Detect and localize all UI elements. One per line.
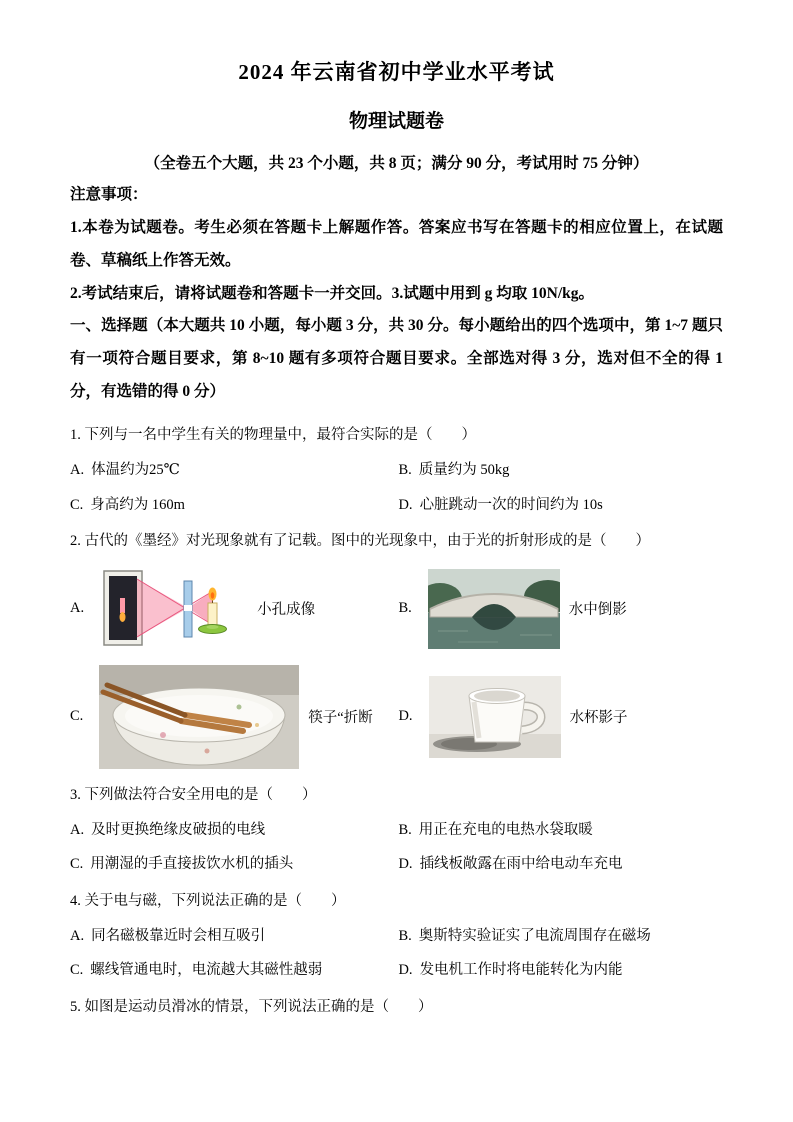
figure-caption: 筷子“折断 (308, 710, 373, 727)
question-1-option-d (398, 495, 723, 515)
notice-heading: 注意事项： (70, 186, 148, 203)
option-label: D. (398, 856, 413, 873)
option-text: 质量约为 50kg (418, 462, 510, 479)
option-text: 用正在充电的电热水袋取暖 (418, 822, 593, 839)
option-label: A. (70, 462, 85, 479)
option-text: 心脏跳动一次的时间约为 10s (419, 496, 603, 513)
exam-title: 2024 年云南省初中学业水平考试 (238, 60, 555, 84)
chopstick-bowl-photo (99, 665, 299, 769)
question-2-stem: 2. 古代的《墨经》对光现象就有了记载。图中的光现象中，由于光的折射形成的是（ ） (70, 533, 650, 550)
question-2-option-a (70, 565, 398, 653)
option-label: A. (70, 600, 85, 617)
question-3-option-a (70, 820, 398, 840)
notice-item-2: 2.考试结束后，请将试题卷和答题卡一并交回。3.试题中用到 g 均取 10N/kg。 (70, 284, 594, 302)
option-text: 同名磁极靠近时会相互吸引 (91, 928, 266, 945)
figure-caption: 小孔成像 (257, 602, 316, 619)
option-text: 螺线管通电时，电流越大其磁性越弱 (90, 962, 323, 979)
question-3 (70, 784, 723, 875)
option-label: D. (398, 496, 413, 513)
option-label: B. (398, 600, 412, 617)
question-3-option-d (398, 854, 723, 874)
exam-meta-line: （全卷五个大题，共 23 个小题，共 8 页；满分 90 分，考试用时 75 分钟） (144, 155, 649, 172)
question-1-option-b (398, 460, 723, 480)
cup-shadow-photo (429, 676, 561, 758)
question-4-options (70, 912, 723, 981)
option-text: 插线板敞露在雨中给电动车充电 (419, 856, 623, 873)
question-1-options (70, 446, 723, 515)
question-1-stem: 1. 下列与一名中学生有关的物理量中，最符合实际的是（ ） (70, 427, 476, 444)
question-4-option-c (70, 960, 398, 980)
figure-caption: 水杯影子 (569, 710, 628, 727)
option-text: 奥斯特实验证实了电流周围存在磁场 (418, 928, 651, 945)
option-text: 体温约为25℃ (91, 462, 180, 479)
question-1-option-a (70, 460, 398, 480)
question-3-stem: 3. 下列做法符合安全用电的是（ ） (70, 786, 317, 803)
exam-subtitle: 物理试题卷 (348, 111, 444, 132)
question-2-option-d (398, 665, 723, 769)
question-3-option-b (398, 820, 723, 840)
option-text: 及时更换绝缘皮破损的电线 (91, 822, 266, 839)
question-5-stem: 5. 如图是运动员滑冰的情景，下列说法正确的是（ ） (70, 998, 433, 1015)
question-1 (70, 424, 723, 515)
section-1-heading: 一、选择题（本大题共 10 小题，每小题 3 分，共 30 分。每小题给出的四个选项中，第 1~7 题只有一项符合题目要求，第 8~10 题有多项符合题目要求。全部选对得 3 分，选对但不全的得 1 分，有选错的得 0 分） (70, 317, 723, 401)
figure-caption: 水中倒影 (568, 602, 627, 619)
notice-item-1: 1.本卷为试题卷。考生必须在答题卡上解题作答。答案应书写在答题卡的相应位置上，在试题卷、草稿纸上作答无效。 (70, 218, 723, 269)
question-2-option-b (398, 565, 723, 653)
question-4 (70, 890, 723, 981)
option-label: A. (70, 822, 85, 839)
option-text: 身高约为 160m (90, 496, 185, 513)
option-label: C. (70, 856, 84, 873)
option-label: B. (398, 822, 412, 839)
question-2-options-row-2 (70, 653, 723, 769)
question-4-option-b (398, 926, 723, 946)
question-4-option-d (398, 960, 723, 980)
question-4-stem: 4. 关于电与磁，下列说法正确的是（ ） (70, 892, 346, 909)
option-label: B. (398, 462, 412, 479)
question-3-options (70, 806, 723, 875)
option-label: D. (398, 708, 413, 725)
question-5 (70, 996, 723, 1018)
pinhole-imaging-figure (100, 565, 248, 653)
question-4-option-a (70, 926, 398, 946)
option-label: A. (70, 928, 85, 945)
option-label: D. (398, 962, 413, 979)
option-label: C. (70, 496, 84, 513)
question-2 (70, 530, 723, 768)
option-text: 发电机工作时将电能转化为内能 (419, 962, 623, 979)
bridge-reflection-photo (428, 569, 560, 649)
option-label: C. (70, 962, 84, 979)
option-label: B. (398, 928, 412, 945)
question-3-option-c (70, 854, 398, 874)
option-text: 用潮湿的手直接拔饮水机的插头 (90, 856, 294, 873)
question-2-option-c (70, 665, 398, 769)
option-label: C. (70, 708, 84, 725)
question-1-option-c (70, 495, 398, 515)
question-2-options-row-1 (70, 553, 723, 653)
